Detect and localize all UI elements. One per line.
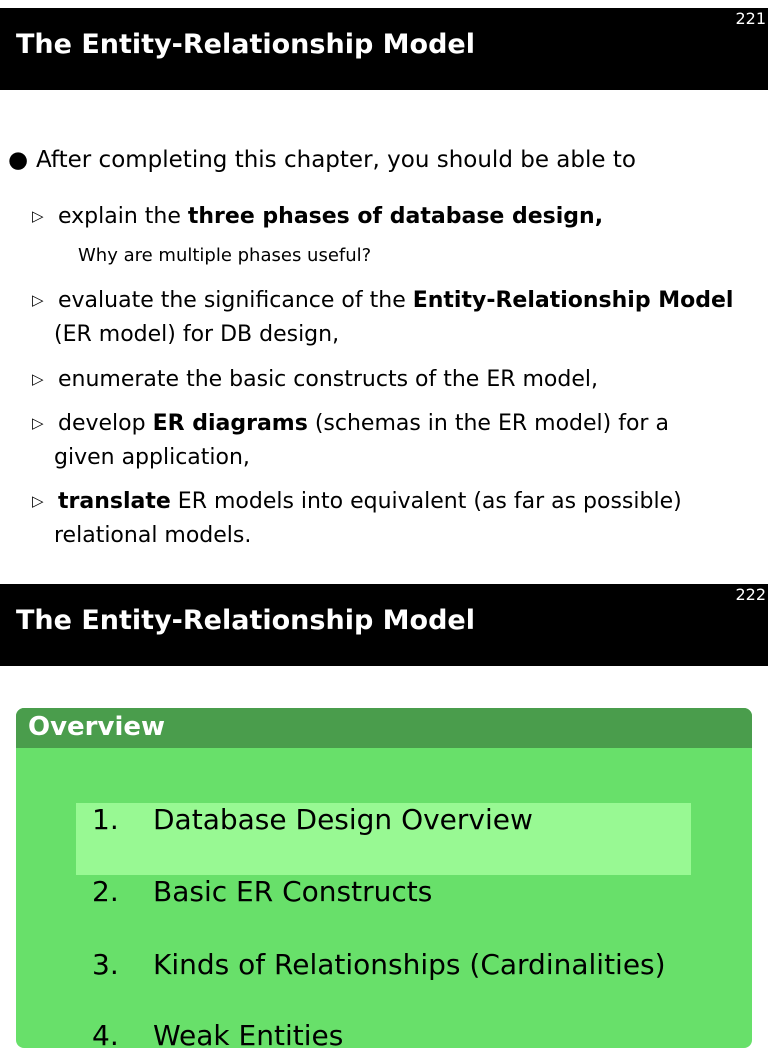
slide-number: 221 (735, 9, 766, 28)
toc-item-3[interactable]: 3. Kinds of Relationships (Cardinalities) (92, 948, 666, 981)
slide-header-221 (0, 8, 768, 90)
triangle-right-icon: ▷ (32, 291, 44, 309)
overview-box (16, 708, 752, 1048)
toc-item-2[interactable]: 2. Basic ER Constructs (92, 875, 433, 908)
slide-header-222 (0, 584, 768, 666)
slide-title: The Entity-Relationship Model (16, 605, 475, 636)
objective-item-4: ▷ develop ER diagrams (schemas in the ER model) for a given application, (32, 406, 768, 475)
objective-note: Why are multiple phases useful? (78, 245, 372, 266)
triangle-right-icon: ▷ (32, 207, 44, 225)
toc-item-4[interactable]: 4. Weak Entities (92, 1019, 344, 1048)
triangle-right-icon: ▷ (32, 492, 44, 510)
intro-text: After completing this chapter, you should be able to (36, 147, 636, 173)
overview-title: Overview (28, 712, 166, 742)
triangle-right-icon: ▷ (32, 414, 44, 432)
objective-item-5: ▷ translate ER models into equivalent (as far as possible) relational models. (32, 484, 768, 553)
objective-item-1: ▷ explain the three phases of database design, (32, 199, 768, 234)
slide-title: The Entity-Relationship Model (16, 29, 475, 60)
intro-bullet (8, 144, 636, 176)
triangle-right-icon: ▷ (32, 370, 44, 388)
toc-item-1[interactable]: 1. Database Design Overview (76, 803, 691, 875)
slide-number: 222 (735, 585, 766, 604)
objective-item-2: ▷ evaluate the significance of the Entity-Relationship Model (ER model) for DB design, (32, 283, 768, 352)
bullet-dot-icon: ● (8, 147, 29, 173)
objective-item-3: ▷ enumerate the basic constructs of the ER model, (32, 362, 768, 397)
overview-header (16, 708, 752, 748)
